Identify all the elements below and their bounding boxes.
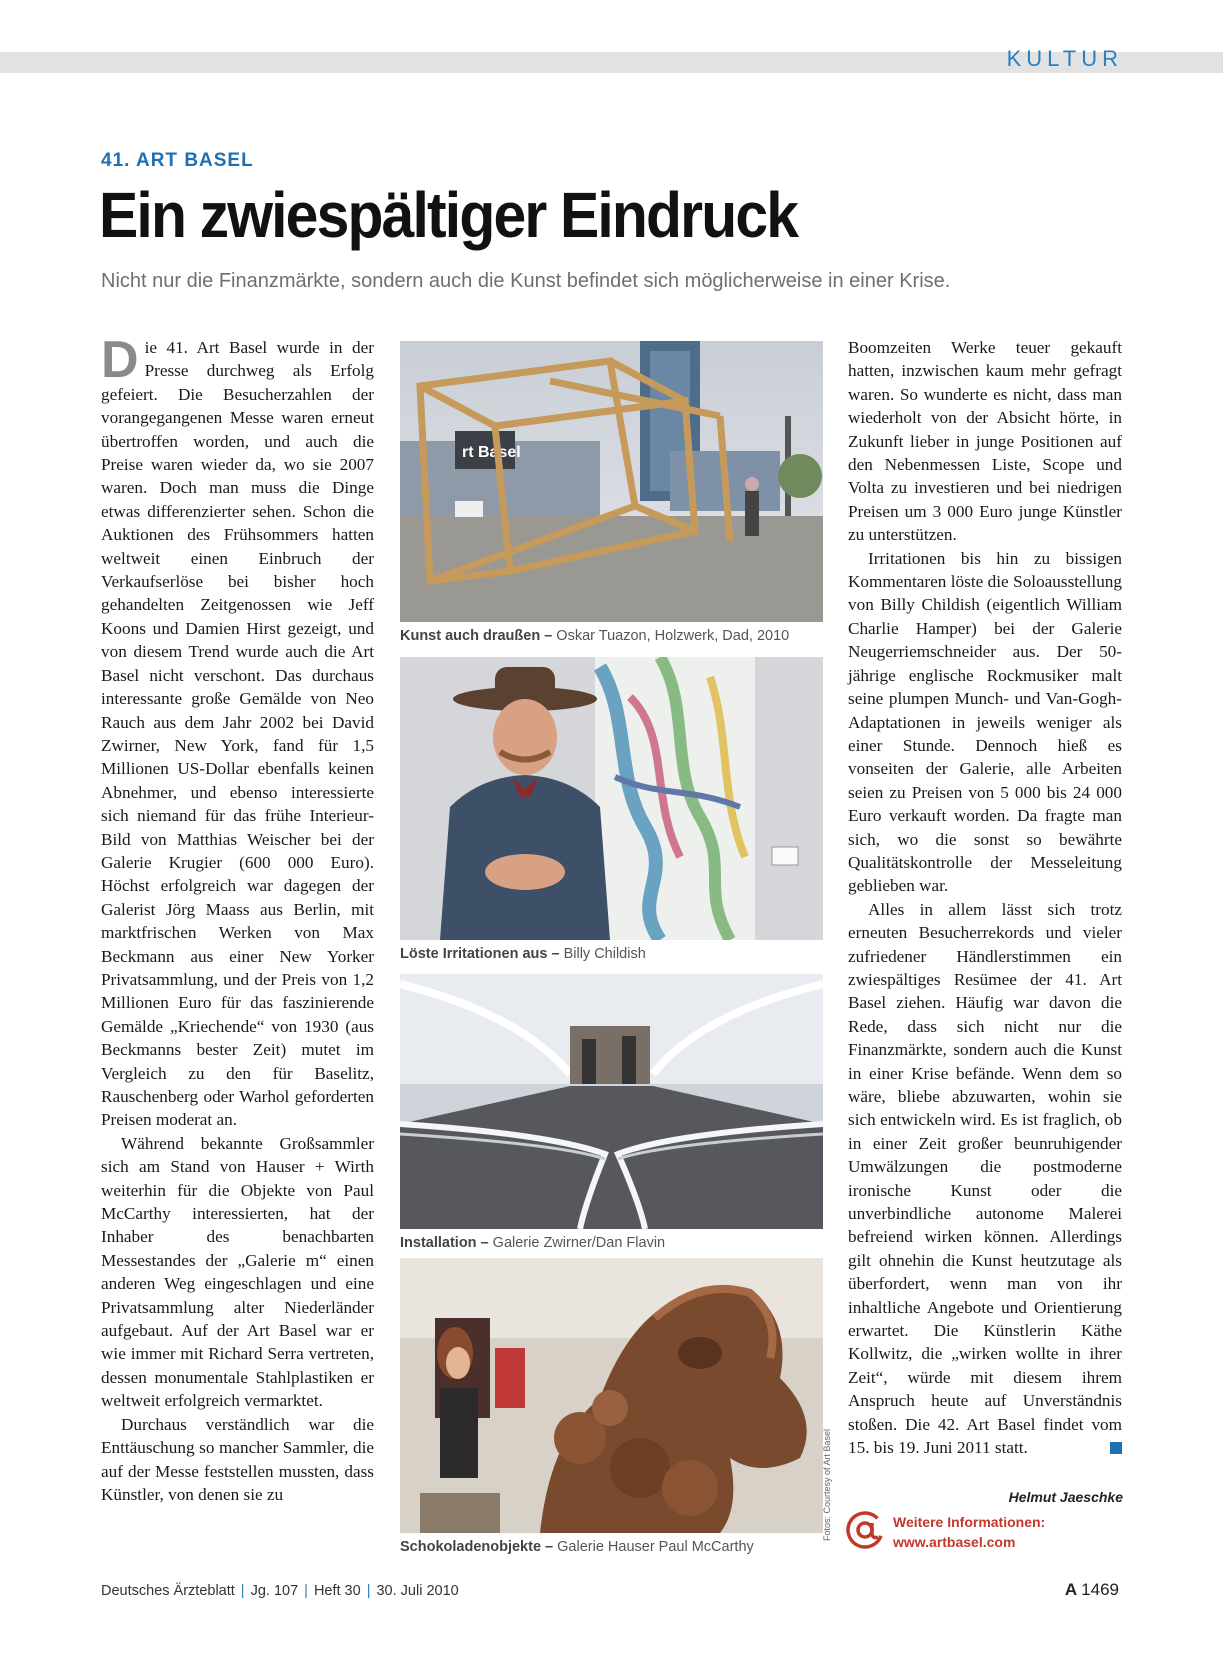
paragraph	[101, 331, 374, 1132]
caption-text: Billy Childish	[559, 946, 646, 962]
caption-text: Oskar Tuazon, Holzwerk, Dad, 2010	[552, 628, 790, 644]
photo-billy-childish	[400, 657, 823, 940]
paragraph-text: Alles in allem lässt sich trotz erneuten Besucherrekords und vieler zufriedener Händlerstimmen ein zwiespältiges Resümee der 41. Art Basel ziehen. Häufig war davon die Rede, dass sich nicht nur die Finanzmärkte, sondern auch die Kunst in einer Krise befände. Wenn dem so wäre, bliebe abzuwarten, wohin sie sich entwickeln wird. Es ist fraglich, ob in einer Zeit großer beunruhigender Umwälzungen die postmoderne ironische Kunst oder die unverbindliche autonome Malerei befreiend wirken können. Allerdings gilt ohnehin die Kunst heutzutage als überfordert, wenn man von ihr inhaltliche Angebote und Orientierung erwartet. Die Künstlerin Käthe Kollwitz, die „wirken wollte in ihrer Zeit“, würde mit diesem ihrem Anspruch heute auf Unverständnis stoßen. Die 42. Art Basel findet vom 15. bis 19. Juni 2011 statt.	[848, 899, 1122, 1458]
page-prefix: A	[1064, 1580, 1078, 1599]
caption-text: Galerie Zwirner/Dan Flavin	[488, 1235, 666, 1251]
caption-bold: Schokoladenobjekte –	[400, 1539, 554, 1555]
photo-light-installation	[400, 974, 823, 1229]
journal-name: Deutsches Ärzteblatt	[101, 1583, 235, 1599]
paragraph-text: ie 41. Art Basel wurde in der Presse durchweg als Erfolg gefeiert. Die Besucherzahlen der vorangegangenen Messe waren erneut übertroffen worden, und auch die Preise waren wieder da, wo sie 2007 waren. Doch man muss die Dinge etwas differenzierter sehen. Schon die Auktionen des Frühsommers hatten weltweit einen Einbruch der Verkaufserlöse bei bisher hoch gehandelten Zeitgenossen wie Jeff Koons und Damien Hirst gezeigt, und von diesem Trend wurde auch die Art Basel nicht verschont. Das durchaus interessante große Gemälde von Neo Rauch aus dem Jahr 2002 bei David Zwirner, New York, fand für 1,5 Millionen US-Dollar ebenfalls keinen Abnehmer, und ebenso interessierte sich niemand für das frühe Interieur-Bild von Matthias Weischer bei der Galerie Krugier (600 000 Euro). Höchst erfolgreich war dagegen der Galerist Jörg Maass aus Berlin, mit marktfrischen Werken von Max Beckmann aus einer New Yorker Privatsammlung, und der Preis von 1,2 Millionen Euro für das faszinierende Gemälde „Kriechende“ von 1930 (aus Beckmanns bester Zeit) mutet im Vergleich zu den für Baselitz, Rauschenberg oder Warhol geforderten Preisen moderat an.	[101, 338, 374, 1130]
article-kicker: 41. ART BASEL	[101, 150, 254, 171]
at-sign-icon	[845, 1510, 885, 1550]
footer-separator: |	[304, 1583, 308, 1599]
caption-bold: Löste Irritationen aus –	[400, 946, 560, 962]
photo-chocolate-sculpture	[400, 1258, 823, 1533]
sign-text: rt Basel	[462, 444, 521, 461]
section-label: KULTUR	[1006, 46, 1123, 71]
photo-caption	[400, 946, 646, 962]
more-info-label: Weitere Informationen:	[893, 1514, 1046, 1530]
author-name: Helmut Jaeschke	[1008, 1489, 1123, 1505]
photo-credit	[822, 1428, 834, 1541]
page-number	[1065, 1580, 1119, 1600]
paragraph	[848, 898, 1122, 1460]
drop-cap: D	[101, 331, 139, 389]
caption-bold: Kunst auch draußen –	[400, 628, 553, 644]
paragraph: Durchaus verständlich war die Enttäuschung so mancher Sammler, die auf der Messe feststellen mussten, dass Künstler, von denen sie zu	[101, 1414, 374, 1504]
photo-caption	[400, 1235, 665, 1251]
journal-date: 30. Juli 2010	[376, 1583, 459, 1599]
page-footer	[101, 1583, 459, 1599]
journal-issue: Heft 30	[313, 1583, 361, 1599]
caption-bold: Installation –	[400, 1235, 489, 1251]
caption-text: Galerie Hauser Paul McCarthy	[553, 1539, 754, 1555]
paragraph: Irritationen bis hin zu bissigen Kommentaren löste die Soloausstellung von Billy Childish (eigentlich William Charlie Hamper) bei der Galerie Neugerriemschneider aus. Der 50-jährige englische Rockmusiker malt seine plumpen Munch- und Van-Gogh-Adaptationen in jeweils weniger als einer Stunde. Dennoch hieß es vonseiten der Galerie, alle Arbeiten seien zu Preisen von 5 000 bis 24 000 Euro verkauft worden. Da fragte man sich, wo die sonst so bewährte Qualitätskontrolle der Messeleitung geblieben war.	[848, 548, 1122, 896]
photo-caption	[400, 628, 789, 644]
paragraph: Während bekannte Großsammler sich am Stand von Hauser + Wirth weiterhin für die Objekte von Paul McCarthy interessierten, hat der Inhaber des benachbarten Messestandes der „Galerie m“ einen anderen Weg eingeschlagen und eine Privatsammlung alter Niederländer aufgebaut. Auf der Art Basel war er wie immer mit Richard Serra vertreten, dessen monumentale Stahlplastiken er weltweit erfolgreich vermarktet.	[101, 1133, 374, 1411]
article-subtitle: Nicht nur die Finanzmärkte, sondern auch die Kunst befindet sich möglicherweise in einer Krise.	[101, 270, 951, 292]
article-headline: Ein zwiespältiger Eindruck	[99, 179, 798, 251]
more-info-link[interactable]: www.artbasel.com	[893, 1534, 1016, 1550]
photo-wooden-sculpture	[400, 341, 823, 622]
footer-separator: |	[240, 1583, 245, 1599]
end-mark-icon	[1110, 1442, 1122, 1454]
photo-credit-text: Fotos: Courtesy of Art Basel	[822, 1428, 832, 1541]
paragraph: Boomzeiten Werke teuer gekauft hatten, inzwischen kaum mehr gefragt waren. So wunderte es nicht, dass man wiederholt von der Absicht hörte, in Zukunft lieber in junge Positionen auf den Nebenmessen Liste, Scope und Volta zu investieren und bei niedrigen Preisen um 3 000 Euro junge Künstler zu unterstützen.	[848, 338, 1122, 545]
footer-separator: |	[366, 1583, 371, 1599]
page-number-value: 1469	[1081, 1580, 1119, 1599]
text-column-left	[101, 331, 374, 1506]
journal-volume: Jg. 107	[250, 1583, 299, 1599]
photo-caption	[400, 1539, 754, 1555]
text-column-right	[848, 336, 1122, 1460]
